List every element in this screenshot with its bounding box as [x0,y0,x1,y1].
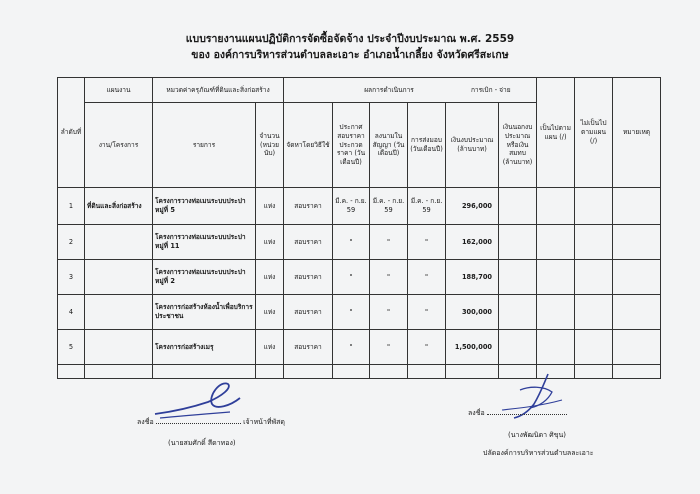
row-seq: 2 [58,225,85,260]
row-delivery: " [408,225,446,260]
row-item: โครงการก่อสร้างเมรุ [153,330,256,365]
row-announce: " [333,225,370,260]
row-item: โครงการวางท่อเมนระบบประปา หมู่ที่ 5 [153,188,256,225]
table-row [58,330,661,365]
header-offbudget: เงินนอกงบประมาณหรือเงินสมทบ (ล้านบาท) [499,103,537,188]
row-unit: แห่ง [256,330,284,365]
row-budget: 300,000 [446,295,499,330]
signature-right [468,408,567,419]
row-project [85,295,153,330]
report-title: แบบรายงานแผนปฏิบัติการจัดซื้อจัดจ้าง ประจำปีงบประมาณ พ.ศ. 2559 [185,33,515,45]
row-project [85,225,153,260]
row-contract: " [370,295,408,330]
row-budget: 1,500,000 [446,330,499,365]
row-seq: 3 [58,260,85,295]
row-seq: 5 [58,330,85,365]
header-plan: แผนงาน [85,78,153,103]
row-project [85,260,153,295]
officer-role: เจ้าหน้าที่พัสดุ [243,418,285,426]
director-name: (นางพัฒนิดา ศิขุน) [508,431,567,439]
header-on-plan: เป็นไปตามแผน (/) [537,78,575,188]
row-item: โครงการวางท่อเมนระบบประปา หมู่ที่ 11 [153,225,256,260]
table-row [58,188,661,225]
row-method: สอบราคา [284,225,333,260]
row-contract: มี.ค. - ก.ย. 59 [370,188,408,225]
header-delivery: การส่งมอบ (วันเดือนปี) [408,103,446,188]
officer-name: (นายสมศักดิ์ สีดาทอง) [168,439,236,447]
header-item: รายการ [153,103,256,188]
header-off-plan: ไม่เป็นไปตามแผน (/) [575,78,613,188]
row-method: สอบราคา [284,260,333,295]
row-budget: 162,000 [446,225,499,260]
header-note: หมายเหตุ [613,78,661,188]
row-delivery: " [408,330,446,365]
sign-label: ลงชื่อ [468,409,485,417]
header-project: งาน/โครงการ [85,103,153,188]
row-budget: 296,000 [446,188,499,225]
row-delivery: " [408,295,446,330]
row-project [85,330,153,365]
row-budget: 188,700 [446,260,499,295]
header-seq: ลำดับที่ [58,78,85,188]
report-subtitle: ของ องค์การบริหารส่วนตำบลละเอาะ อำเภอน้ำเกลี้ยง จังหวัดศรีสะเกษ [191,49,509,61]
row-contract: " [370,260,408,295]
row-delivery: " [408,260,446,295]
table-row [58,260,661,295]
procurement-table [57,77,661,379]
header-category: หมวดค่าครุภัณฑ์ที่ดินและสิ่งก่อสร้าง [153,78,284,103]
row-announce: " [333,330,370,365]
row-seq: 1 [58,188,85,225]
row-method: สอบราคา [284,188,333,225]
row-unit: แห่ง [256,188,284,225]
header-qty: จำนวน (หน่วยนับ) [256,103,284,188]
header-operation: ผลการดำเนินการ [333,78,446,103]
header-contract: ลงนามในสัญญา (วันเดือนปี) [370,103,408,188]
header-finance: การเบิก - จ่าย [446,78,537,103]
row-project: ที่ดินและสิ่งก่อสร้าง [85,188,153,225]
row-unit: แห่ง [256,260,284,295]
header-method: จัดหาโดยวิธีใช้ [284,103,333,188]
row-seq: 4 [58,295,85,330]
row-announce: " [333,295,370,330]
row-contract: " [370,330,408,365]
signature-left [137,417,285,428]
row-delivery: มี.ค. - ก.ย. 59 [408,188,446,225]
row-method: สอบราคา [284,295,333,330]
row-unit: แห่ง [256,295,284,330]
row-unit: แห่ง [256,225,284,260]
header-announce: ประกาศสอบราคาประกวดราคา (วันเดือนปี) [333,103,370,188]
row-announce: มี.ค. - ก.ย. 59 [333,188,370,225]
row-item: โครงการวางท่อเมนระบบประปา หมู่ที่ 2 [153,260,256,295]
table-row [58,225,661,260]
table-row [58,295,661,330]
row-contract: " [370,225,408,260]
director-title: ปลัดองค์การบริหารส่วนตำบลละเอาะ [483,449,594,457]
row-method: สอบราคา [284,330,333,365]
row-item: โครงการก่อสร้างห้องน้ำเพื่อบริการประชาชน [153,295,256,330]
sign-label: ลงชื่อ [137,418,154,426]
row-announce: " [333,260,370,295]
header-budget: เงินงบประมาณ (ล้านบาท) [446,103,499,188]
table-row-empty [58,365,661,379]
